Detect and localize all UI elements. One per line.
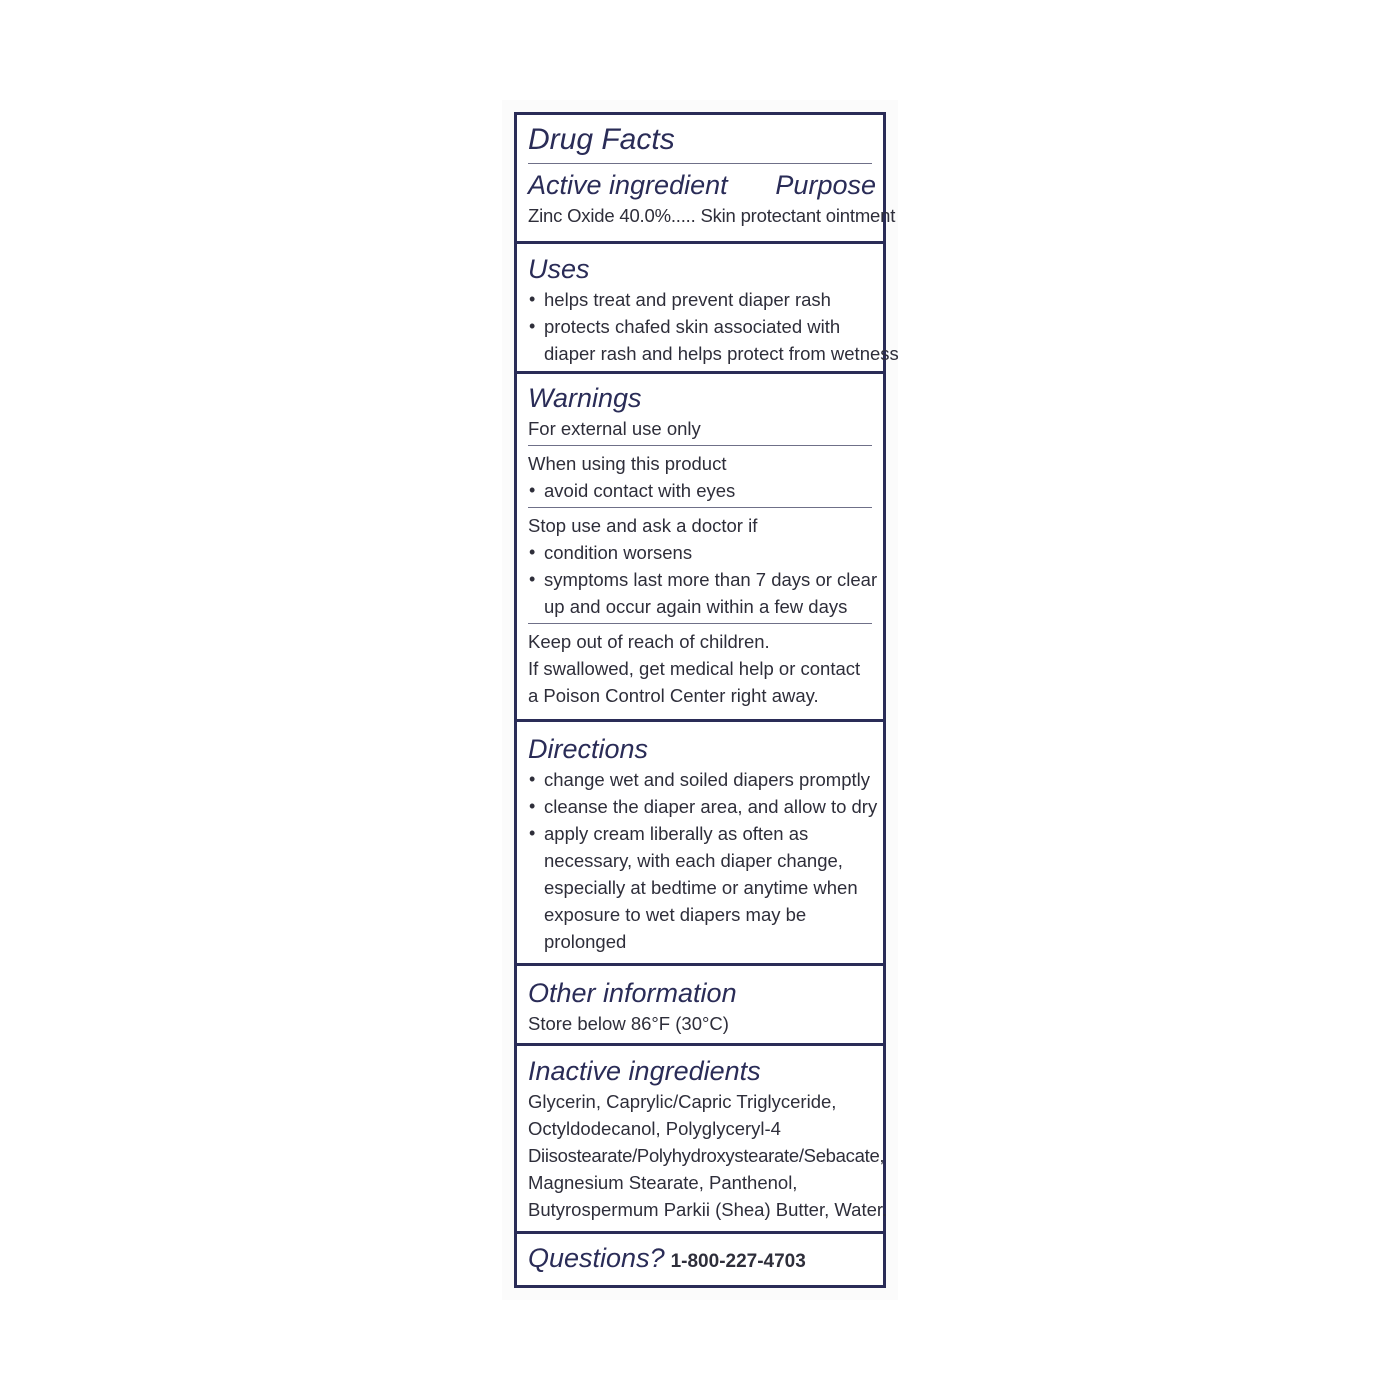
warnings-rule [528, 623, 872, 624]
inactive-ingredients-heading: Inactive ingredients [528, 1056, 761, 1086]
directions-item: • change wet and soiled diapers promptly [528, 766, 876, 793]
stop-use-heading: Stop use and ask a doctor if [528, 515, 758, 536]
other-information-section [517, 963, 883, 1043]
directions-item: • cleanse the diaper area, and allow to dry [528, 793, 876, 820]
purpose-heading: Purpose [775, 170, 876, 200]
active-ingredient-section [517, 121, 896, 237]
when-using-heading: When using this product [528, 453, 727, 474]
children-heading: Keep out of reach of children. [528, 631, 770, 652]
stop-use-item-continued: up and occur again within a few days [544, 596, 848, 617]
when-using-item: • avoid contact with eyes [528, 477, 876, 504]
inactive-line: Diisostearate/Polyhydroxystearate/Sebacate, [528, 1145, 885, 1166]
children-line: If swallowed, get medical help or contact [528, 658, 861, 679]
uses-item: • helps treat and prevent diaper rash [528, 286, 876, 313]
questions-phone: 1-800-227-4703 [670, 1251, 806, 1272]
directions-item-continued: especially at bedtime or anytime when [544, 877, 858, 898]
uses-heading: Uses [528, 254, 590, 284]
storage-text: Store below 86°F (30°C) [528, 1013, 729, 1034]
questions-heading: Questions? [528, 1243, 665, 1273]
directions-item-continued: exposure to wet diapers may be [544, 904, 807, 925]
title-rule [528, 163, 872, 164]
inactive-line: Magnesium Stearate, Panthenol, [528, 1172, 798, 1193]
children-line: a Poison Control Center right away. [528, 685, 819, 706]
uses-section [517, 241, 899, 371]
stop-use-item: • condition worsens [528, 539, 876, 566]
uses-item: • protects chafed skin associated with [528, 313, 876, 340]
active-heading-row [528, 168, 876, 202]
inactive-ingredients-section [517, 1043, 888, 1231]
drug-facts-title: Drug Facts [528, 123, 675, 156]
inactive-line: Octyldodecanol, Polyglyceryl-4 [528, 1118, 781, 1139]
questions-section [517, 1231, 883, 1285]
drug-facts-panel [514, 112, 899, 1288]
active-ingredient-line: Zinc Oxide 40.0%..... Skin protectant ointment [528, 205, 896, 226]
external-use-text: For external use only [528, 418, 701, 439]
directions-section [517, 719, 883, 963]
warnings-heading: Warnings [528, 383, 642, 413]
warnings-rule [528, 507, 872, 508]
other-information-heading: Other information [528, 978, 737, 1008]
uses-item-continued: diaper rash and helps protect from wetness [544, 343, 899, 364]
stop-use-item: • symptoms last more than 7 days or clear [528, 566, 876, 593]
warnings-rule [528, 445, 872, 446]
directions-item-continued: necessary, with each diaper change, [544, 850, 843, 871]
inactive-line: Glycerin, Caprylic/Capric Triglyceride, [528, 1091, 837, 1112]
directions-item-continued: prolonged [544, 931, 627, 952]
inactive-line: Butyrospermum Parkii (Shea) Butter, Water. [528, 1199, 888, 1220]
warnings-section [517, 371, 883, 719]
active-ingredient-heading: Active ingredient [528, 170, 728, 200]
directions-item: • apply cream liberally as often as [528, 820, 876, 847]
directions-heading: Directions [528, 734, 649, 764]
